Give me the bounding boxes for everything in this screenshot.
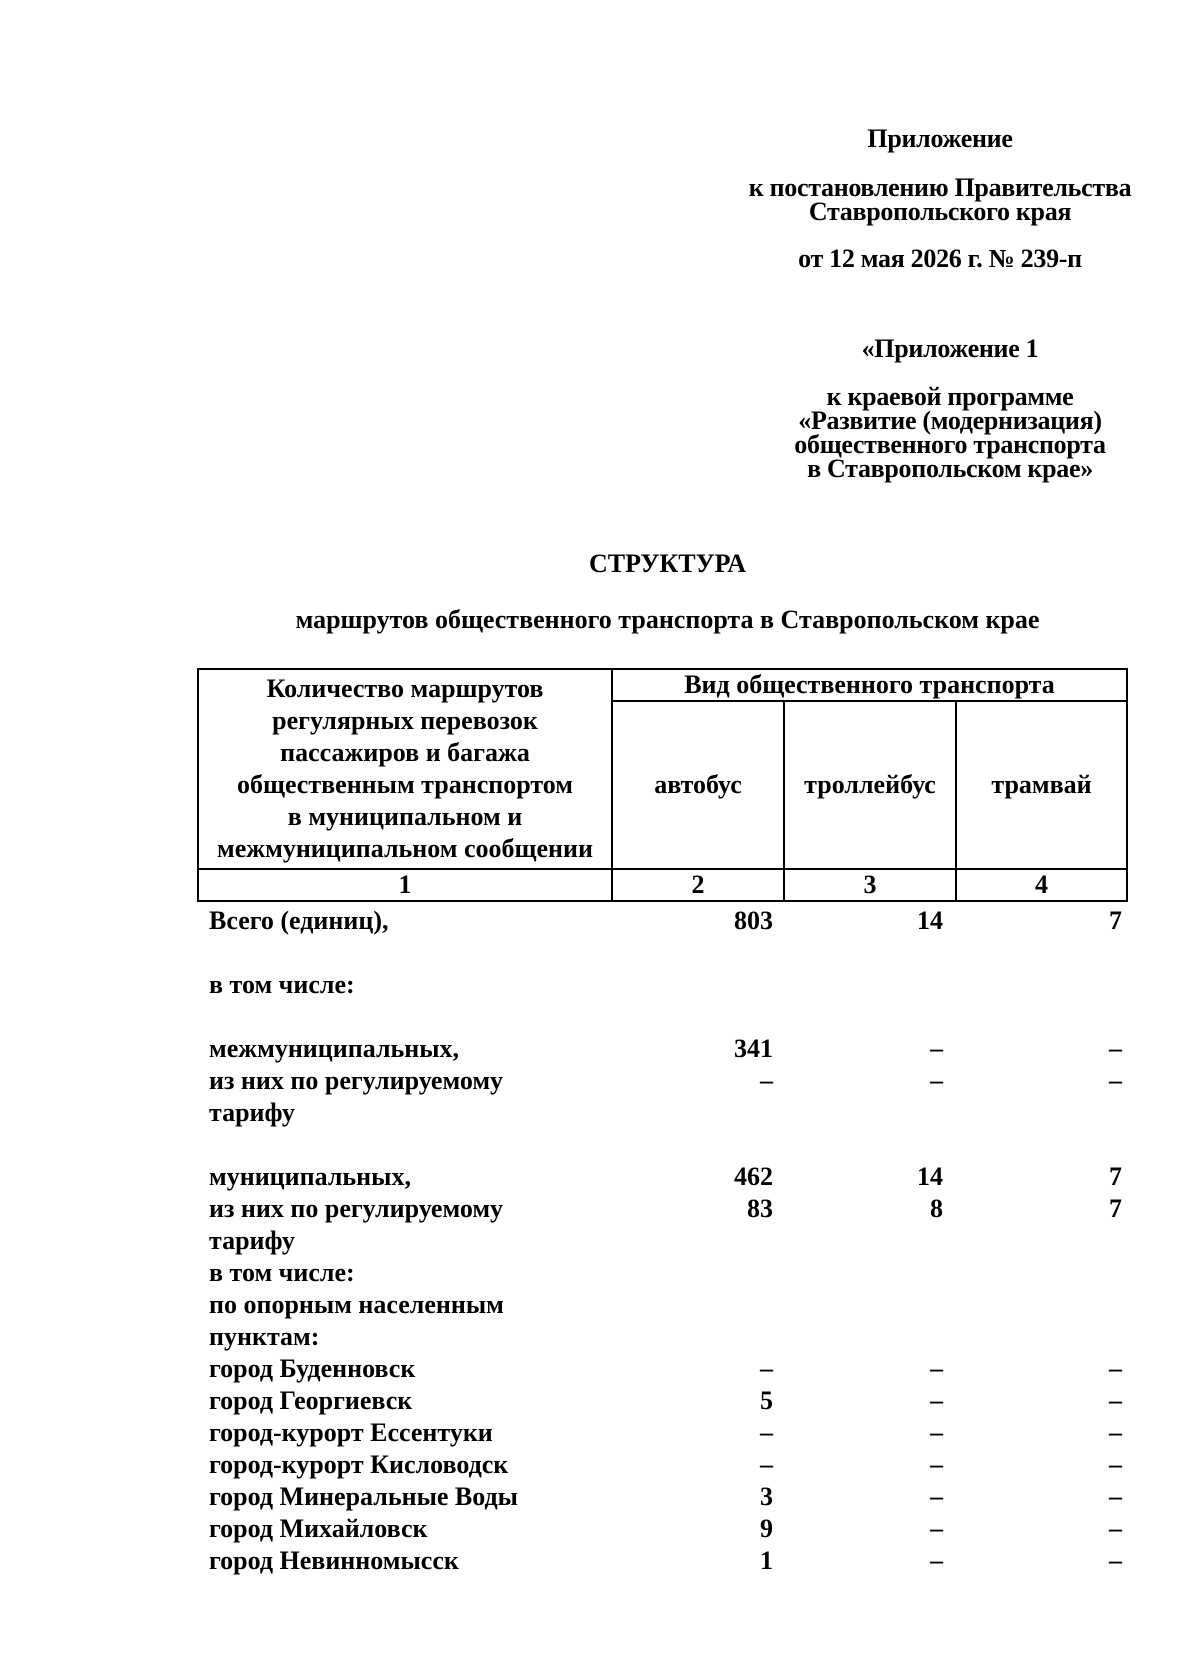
decree-reference [700, 173, 1180, 226]
table-row [197, 1481, 1126, 1513]
spacer-cell [197, 937, 1126, 969]
decree-line: Ставропольского края [808, 197, 1072, 226]
document-subtitle: маршрутов общественного транспорта в Ставропольском крае [295, 605, 1040, 634]
table-row [197, 1161, 1126, 1193]
document-title: СТРУКТУРА [588, 549, 747, 578]
header-line: пассажиров и багажа [280, 738, 530, 767]
trolleybus-value: – [930, 1482, 943, 1511]
row-label: город Михайловск [209, 1514, 428, 1543]
program-line: в Ставропольском крае» [807, 454, 1093, 483]
program-line: «Развитие (модернизация) [798, 406, 1102, 435]
trolleybus-value [783, 969, 955, 1001]
spacer-row [197, 937, 1126, 969]
table-row [197, 1353, 1126, 1385]
table-row [197, 1033, 1126, 1065]
header-line: межмуниципальном сообщении [217, 834, 593, 863]
table-row [197, 1385, 1126, 1417]
bus-value [611, 1257, 783, 1289]
trolleybus-value: – [930, 1354, 943, 1383]
row-label: по опорным населенным пунктам: [209, 1290, 504, 1351]
trolleybus-value: – [930, 1034, 943, 1063]
tram-value [955, 1097, 1126, 1129]
row-label: из них по регулируемому [209, 1066, 504, 1095]
tram-value: – [1109, 1450, 1122, 1479]
tram-value: 7 [1109, 906, 1122, 935]
column-header-bus: автобус [612, 701, 784, 869]
bus-value: 462 [734, 1162, 773, 1191]
table-row [197, 1257, 1126, 1289]
tram-value: – [1109, 1034, 1122, 1063]
column-header-tram: трамвай [956, 701, 1127, 869]
row-label: тарифу [209, 1098, 295, 1127]
table-row [197, 1097, 1126, 1129]
column-number: 1 [198, 869, 612, 901]
trolleybus-value [783, 1257, 955, 1289]
tram-value [955, 969, 1126, 1001]
tram-value: 7 [1109, 1194, 1122, 1223]
bus-value: 9 [760, 1514, 773, 1543]
table-row [197, 1193, 1126, 1225]
bus-value: – [760, 1418, 773, 1447]
column-number: 4 [956, 869, 1127, 901]
table-row [197, 1513, 1126, 1545]
row-label: в том числе: [209, 1258, 355, 1287]
table-row [197, 1065, 1126, 1097]
row-label: межмуниципальных, [209, 1034, 460, 1063]
table-row [197, 1449, 1126, 1481]
header-line: в муниципальном и [287, 802, 523, 831]
trolleybus-value: – [930, 1386, 943, 1415]
bus-value [611, 1097, 783, 1129]
table-body [197, 905, 1126, 1577]
tram-value: – [1109, 1514, 1122, 1543]
trolleybus-value: 14 [917, 1162, 943, 1191]
column-number: 2 [612, 869, 784, 901]
row-label: из них по регулируемому [209, 1194, 504, 1223]
column-header-trolleybus: троллейбус [784, 701, 956, 869]
decree-line: к постановлению Правительства [748, 173, 1132, 202]
row-label: город Минеральные Воды [209, 1482, 518, 1511]
program-reference [700, 382, 1200, 483]
header-line: общественным транспортом [237, 770, 573, 799]
decree-date: от 12 мая 2026 г. № 239-п [798, 244, 1082, 273]
tram-value: – [1109, 1066, 1122, 1095]
trolleybus-value: – [930, 1418, 943, 1447]
tram-value [955, 1289, 1126, 1353]
appendix-title: Приложение [867, 124, 1013, 153]
table-row [197, 905, 1126, 937]
table-row [197, 1225, 1126, 1257]
trolleybus-value [783, 1289, 955, 1353]
column-group-transport-type: Вид общественного транспорта [612, 669, 1127, 701]
trolleybus-value: – [930, 1514, 943, 1543]
bus-value: – [760, 1066, 773, 1095]
header-line: регулярных перевозок [272, 706, 538, 735]
table-row [197, 1417, 1126, 1449]
row-label: город Буденновск [209, 1354, 416, 1383]
tram-value: – [1109, 1546, 1122, 1575]
trolleybus-value [783, 1225, 955, 1257]
table-header [197, 668, 1128, 902]
trolleybus-value [783, 1097, 955, 1129]
bus-value [611, 969, 783, 1001]
program-line: общественного транспорта [794, 430, 1106, 459]
table-row [197, 1289, 1126, 1353]
tram-value [955, 1225, 1126, 1257]
tram-value [955, 1257, 1126, 1289]
trolleybus-value: – [930, 1066, 943, 1095]
bus-value: 1 [760, 1546, 773, 1575]
column-number: 3 [784, 869, 956, 901]
spacer-cell [197, 1001, 1126, 1033]
column-header-route-count [198, 669, 612, 869]
bus-value: – [760, 1450, 773, 1479]
row-label: в том числе: [209, 970, 355, 999]
trolleybus-value: 14 [917, 906, 943, 935]
spacer-row [197, 1129, 1126, 1161]
table-row [197, 969, 1126, 1001]
tram-value: – [1109, 1482, 1122, 1511]
row-label: Всего (единиц), [209, 906, 389, 935]
tram-value: – [1109, 1418, 1122, 1447]
bus-value [611, 1289, 783, 1353]
bus-value: 83 [747, 1194, 773, 1223]
row-label: город Георгиевск [209, 1386, 413, 1415]
bus-value: 341 [734, 1034, 773, 1063]
bus-value: 5 [760, 1386, 773, 1415]
row-label: город-курорт Ессентуки [209, 1418, 493, 1447]
trolleybus-value: – [930, 1546, 943, 1575]
table-row [197, 1545, 1126, 1577]
tram-value: – [1109, 1354, 1122, 1383]
appendix-1-title: «Приложение 1 [861, 334, 1039, 363]
header-line: Количество маршрутов [266, 674, 544, 703]
trolleybus-value: 8 [930, 1194, 943, 1223]
row-label: тарифу [209, 1226, 295, 1255]
row-label: город-курорт Кисловодск [209, 1450, 509, 1479]
spacer-cell [197, 1129, 1126, 1161]
bus-value: 803 [734, 906, 773, 935]
program-line: к краевой программе [826, 382, 1074, 411]
bus-value: 3 [760, 1482, 773, 1511]
tram-value: 7 [1109, 1162, 1122, 1191]
trolleybus-value: – [930, 1450, 943, 1479]
tram-value: – [1109, 1386, 1122, 1415]
spacer-row [197, 1001, 1126, 1033]
row-label: муниципальных, [209, 1162, 411, 1191]
bus-value: – [760, 1354, 773, 1383]
bus-value [611, 1225, 783, 1257]
row-label: город Невинномысск [209, 1546, 459, 1575]
